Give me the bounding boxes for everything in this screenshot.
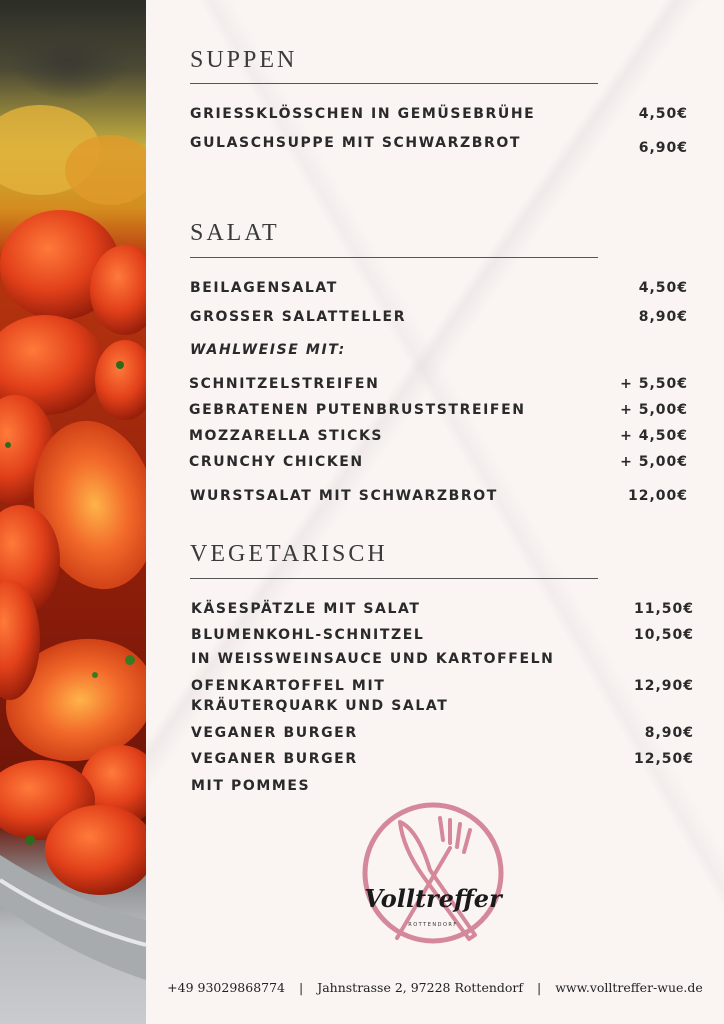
menu-item-name: GROSSER SALATTELLER: [190, 309, 407, 325]
menu-item-price: 8,90€: [644, 725, 694, 741]
menu-item-description: IN WEISSWEINSAUCE UND KARTOFFELN: [191, 651, 555, 667]
menu-item-price: 6,90€: [638, 140, 688, 156]
option-name: SCHNITZELSTREIFEN: [189, 376, 380, 392]
section-title-salat: SALAT: [190, 220, 280, 246]
menu-item-description: MIT POMMES: [191, 778, 311, 794]
menu-item-name: KÄSESPÄTZLE MIT SALAT: [191, 601, 421, 617]
menu-item-price: 10,50€: [633, 627, 694, 643]
footer-separator: |: [537, 980, 542, 995]
menu-item-name: GULASCHSUPPE MIT SCHWARZBROT: [190, 135, 522, 151]
footer: [146, 980, 724, 995]
menu-item-name: VEGANER BURGER: [191, 725, 358, 741]
menu-item-description: KRÄUTERQUARK UND SALAT: [191, 698, 449, 714]
menu-item-price: 11,50€: [633, 601, 694, 617]
option-price: + 4,50€: [620, 428, 688, 444]
section-title-suppen: SUPPEN: [190, 47, 298, 73]
option-price: + 5,50€: [620, 376, 688, 392]
logo-name: Volltreffer: [364, 884, 502, 913]
menu-item-price: 12,90€: [633, 678, 694, 694]
menu-item-price: 4,50€: [638, 280, 688, 296]
menu-item-name: OFENKARTOFFEL MIT: [191, 678, 386, 694]
menu-item-price: 4,50€: [638, 106, 688, 122]
menu-item-name: BEILAGENSALAT: [190, 280, 338, 296]
logo-subtitle: ROTTENDORF: [408, 922, 458, 928]
footer-separator: |: [299, 980, 304, 995]
option-name: CRUNCHY CHICKEN: [189, 454, 364, 470]
menu-item-name: GRIESSKLÖSSCHEN IN GEMÜSEBRÜHE: [190, 106, 536, 122]
section-title-vegetarisch: VEGETARISCH: [190, 541, 388, 567]
section-divider: [190, 257, 598, 258]
footer-website[interactable]: www.volltreffer-wue.de: [555, 980, 703, 995]
section-divider: [190, 578, 598, 579]
option-name: MOZZARELLA STICKS: [189, 428, 384, 444]
options-label: WAHLWEISE MIT:: [190, 342, 346, 358]
option-price: + 5,00€: [620, 402, 688, 418]
menu-item-name: WURSTSALAT MIT SCHWARZBROT: [190, 488, 498, 504]
option-price: + 5,00€: [620, 454, 688, 470]
menu-item-price: 12,00€: [627, 488, 688, 504]
section-divider: [190, 83, 598, 84]
menu-item-name: VEGANER BURGER: [191, 751, 358, 767]
footer-address: Jahnstrasse 2, 97228 Rottendorf: [317, 980, 524, 995]
tomatoes-photo: [0, 0, 146, 1024]
menu-item-name: BLUMENKOHL-SCHNITZEL: [191, 627, 425, 643]
menu-item-price: 8,90€: [638, 309, 688, 325]
menu-item-price: 12,50€: [633, 751, 694, 767]
footer-phone: +49 93029868774: [167, 980, 286, 995]
option-name: GEBRATENEN PUTENBRUSTSTREIFEN: [189, 402, 526, 418]
